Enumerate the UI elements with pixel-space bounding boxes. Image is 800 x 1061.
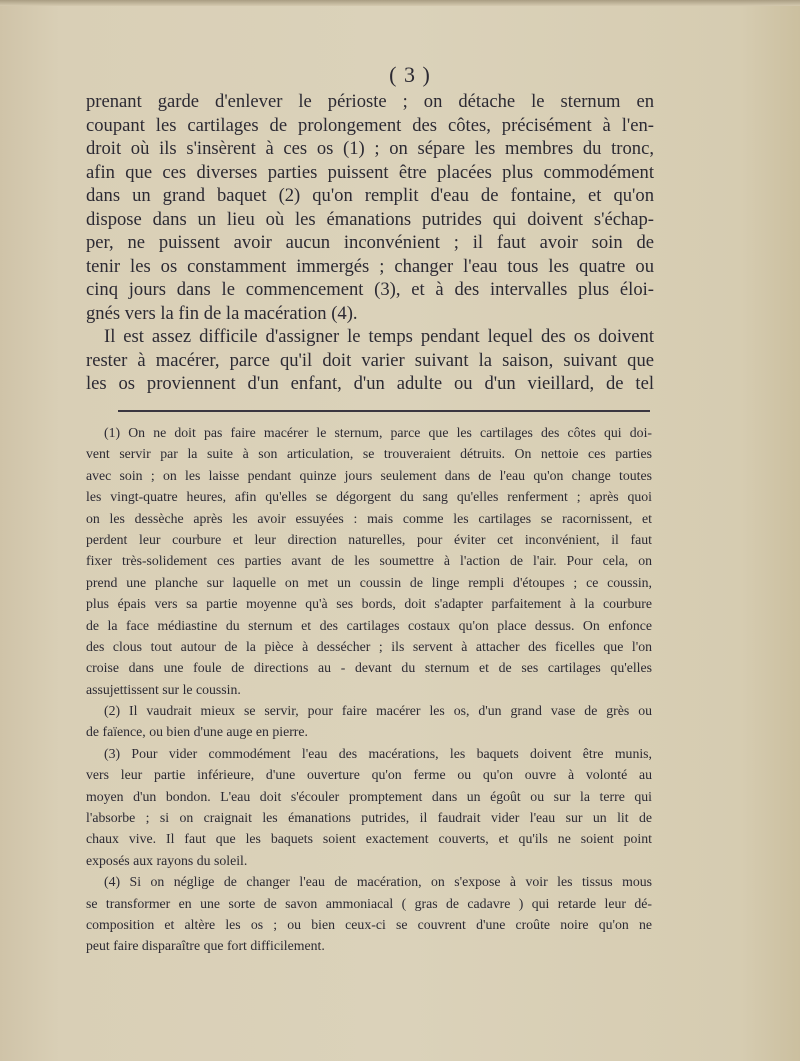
main-text-line: dans un grand baquet (2) qu'on remplit d'eau de fontaine, et qu'on — [86, 185, 654, 206]
footnote-line: de la face médiastine du sternum et des cartilages costaux qu'on place dessus. On enfonce — [86, 617, 652, 633]
footnote-line: plus épais vers sa partie moyenne qu'à ses bords, doit s'adapter parfaitement à la courbure — [86, 596, 652, 612]
footnote-separator — [118, 410, 650, 412]
main-text-line: prenant garde d'enlever le périoste ; on détache le sternum en — [86, 91, 654, 112]
main-text-line: les os proviennent d'un enfant, d'un adulte ou d'un vieillard, de tel — [86, 373, 654, 394]
footnote-line: (1) On ne doit pas faire macérer le sternum, parce que les cartilages des côtes qui doi- — [104, 425, 652, 440]
main-text-line: afin que ces diverses parties puissent être placées plus commodément — [86, 161, 654, 183]
footnote-line: (2) Il vaudrait mieux se servir, pour faire macérer les os, d'un grand vase de grès ou — [104, 703, 652, 719]
footnote-line: composition et altère les os ; ou bien ceux-ci se couvrent d'une croûte noire qu'on ne — [86, 916, 652, 932]
footnote-line: moyen d'un bondon. L'eau doit s'écouler promptement dans un égoût ou sur la terre qui — [86, 788, 652, 804]
footnote-line: avec soin ; on les laisse pendant quinze jours seulement dans de l'eau qu'on change toutes — [86, 467, 652, 483]
footnote-line: fixer très-solidement ces parties avant de les soumettre à l'action de l'air. Pour cela, on — [86, 553, 652, 569]
main-text-line: dispose dans un lieu où les émanations putrides qui doivent s'échap- — [86, 208, 654, 230]
footnote-line: (3) Pour vider commodément l'eau des macérations, les baquets doivent être munis, — [104, 745, 652, 761]
footnote-line: des clous tout autour de la pièce à dessécher ; ils servent à attacher des ficelles que l'on — [86, 638, 652, 654]
footnote-line: exposés aux rayons du soleil. — [86, 852, 248, 868]
main-text-line: gnés vers la fin de la macération (4). — [86, 302, 358, 324]
footnote-line: l'absorbe ; si on craignait les émanations putrides, il faudrait vider l'eau sur un lit de — [86, 810, 652, 826]
main-text-line: tenir les os constamment immergés ; changer l'eau tous les quatre ou — [86, 255, 654, 277]
footnote-line: on les dessèche après les avoir essuyées : mais comme les cartilages se racornissent, et — [86, 510, 652, 526]
main-text-line: cinq jours dans le commencement (3), et à des intervalles plus éloi- — [86, 279, 654, 300]
footnote-line: peut faire disparaître que fort difficilement. — [86, 938, 325, 954]
footnote-line: se transformer en une sorte de savon ammoniacal ( gras de cadavre ) qui retarde leur dé- — [86, 895, 652, 911]
main-text-line: coupant les cartilages de prolongement des côtes, précisément à l'en- — [86, 114, 654, 136]
footnote-line: de faïence, ou bien d'une auge en pierre. — [86, 724, 308, 740]
main-text — [86, 90, 654, 396]
footnote-line: vent servir par la suite à son articulation, se trouveraient détruits. On nettoie ces parties — [86, 446, 652, 462]
main-text-line: Il est assez difficile d'assigner le temps pendant lequel des os doivent — [104, 326, 654, 347]
footnotes — [86, 422, 652, 957]
footnote-line: les vingt-quatre heures, afin qu'elles se dégorgent du sang qu'elles renferment ; après quoi — [86, 489, 652, 505]
main-text-line: rester à macérer, parce qu'il doit varier suivant la saison, suivant que — [86, 349, 654, 371]
footnote-line: chaux vive. Il faut que les baquets soient exactement couverts, et qu'ils ne soient point — [86, 831, 652, 847]
footnote-line: (4) Si on néglige de changer l'eau de macération, on s'expose à voir les tissus mous — [104, 874, 652, 890]
page-number: ( 3 ) — [389, 62, 431, 87]
footnote-line: perdent leur courbure et leur direction naturelles, pour éviter cet inconvénient, il faut — [86, 531, 652, 547]
main-text-line: droit où ils s'insèrent à ces os (1) ; on sépare les membres du tronc, — [86, 138, 654, 159]
footnote-line: vers leur partie inférieure, d'une ouverture qu'on ferme ou qu'on ouvre à volonté au — [86, 767, 652, 783]
footnote-line: croise dans une foule de directions au - devant du sternum et de ses cartilages qu'elles — [86, 660, 652, 676]
main-text-line: per, ne puissent avoir aucun inconvénient ; il faut avoir soin de — [86, 232, 654, 253]
footnote-line: prend une planche sur laquelle on met un coussin de linge rempli d'étoupes ; ce coussin, — [86, 574, 652, 590]
footnote-line: assujettissent sur le coussin. — [86, 681, 241, 697]
